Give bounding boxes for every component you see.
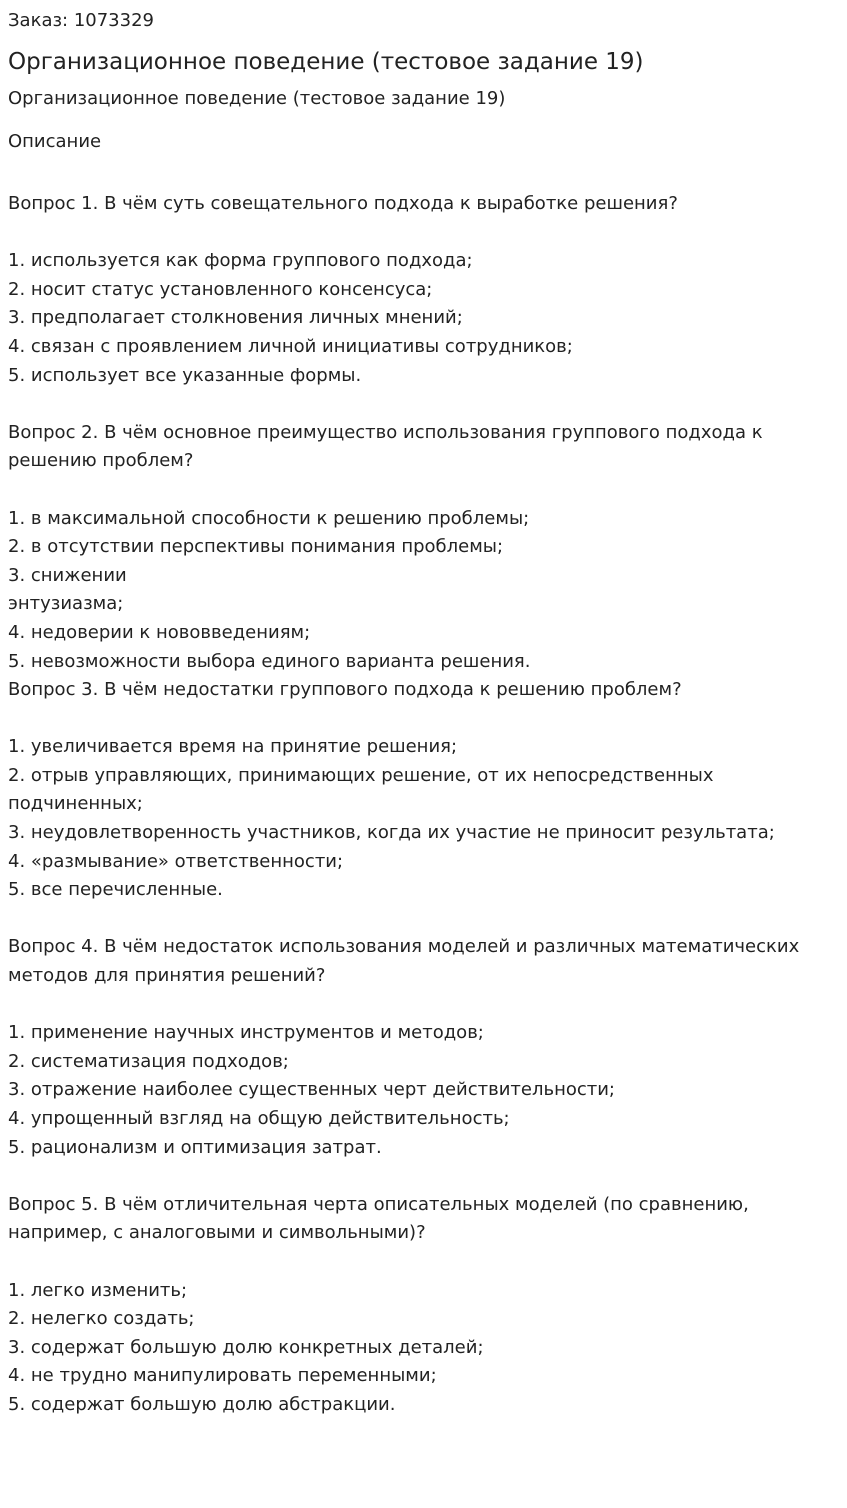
q2-answer-3: 3. снижении [8,564,127,586]
q2-answer-3-cont: энтузиазма; [8,593,124,615]
spacer [8,991,833,1020]
order-number: Заказ: 1073329 [8,10,154,31]
q3-answer-5: 5. все перечисленные. [8,879,223,901]
q3-answer-1: 1. увеличивается время на принятие решения; [8,736,458,758]
question-3: Вопрос 3. В чём недостатки группового подхода к решению проблем? [8,679,682,701]
question-1: Вопрос 1. В чём суть совещательного подхода к выработке решения? [8,193,678,214]
q1-answer-4: 4. связан с проявлением личной инициативы сотрудников; [8,335,573,357]
q5-answer-2: 2. нелегко создать; [8,1308,195,1330]
q2-answer-5: 5. невозможности выбора единого варианта решения. [8,650,531,672]
question-5: Вопрос 5. В чём отличительная черта описательных моделей (по сравнению, например, с аналоговыми и символьными)? [8,1193,749,1244]
q2-answer-1: 1. в максимальной способности к решению проблемы; [8,507,530,529]
q5-answer-5: 5. содержат большую долю абстракции. [8,1393,396,1415]
spacer [8,219,833,248]
spacer [8,1162,833,1191]
q1-answer-1: 1. используется как форма группового подхода; [8,250,473,272]
q4-answer-3: 3. отражение наиболее существенных черт действительности; [8,1079,615,1101]
q1-answer-2: 2. носит статус установленного консенсуса; [8,278,433,300]
q4-answer-4: 4. упрощенный взгляд на общую действительность; [8,1108,510,1129]
spacer [8,390,833,419]
q2-answer-4: 4. недоверии к нововведениям; [8,621,311,643]
q1-answer-3: 3. предполагает столкновения личных мнений; [8,307,463,329]
q3-answer-4: 4. «размывание» ответственности; [8,850,344,872]
q4-answer-2: 2. систематизация подходов; [8,1050,289,1072]
q4-answer-1: 1. применение научных инструментов и методов; [8,1022,484,1044]
page-title: Организационное поведение (тестовое задание 19) [8,49,644,75]
question-4: Вопрос 4. В чём недостаток использования моделей и различных математических методов для принятия решений? [8,936,800,987]
page-subtitle: Организационное поведение (тестовое задание 19) [8,88,506,109]
q3-answer-2: 2. отрыв управляющих, принимающих решение, от их непосредственных подчиненных; [8,764,714,815]
q5-answer-1: 1. легко изменить; [8,1279,188,1301]
spacer [8,1248,833,1277]
q2-answer-2: 2. в отсутствии перспективы понимания проблемы; [8,536,504,558]
q4-answer-5: 5. рационализм и оптимизация затрат. [8,1136,382,1158]
spacer [8,705,833,734]
q5-answer-4: 4. не трудно манипулировать переменными; [8,1365,437,1387]
description-body [8,190,833,1420]
spacer [8,476,833,505]
description-label: Описание [8,131,102,152]
question-2: Вопрос 2. В чём основное преимущество использования группового подхода к решению проблем? [8,421,763,472]
spacer [8,905,833,934]
q5-answer-3: 3. содержат большую долю конкретных деталей; [8,1336,484,1358]
q3-answer-3: 3. неудовлетворенность участников, когда их участие не приносит результата; [8,822,775,844]
q1-answer-5: 5. использует все указанные формы. [8,364,362,386]
